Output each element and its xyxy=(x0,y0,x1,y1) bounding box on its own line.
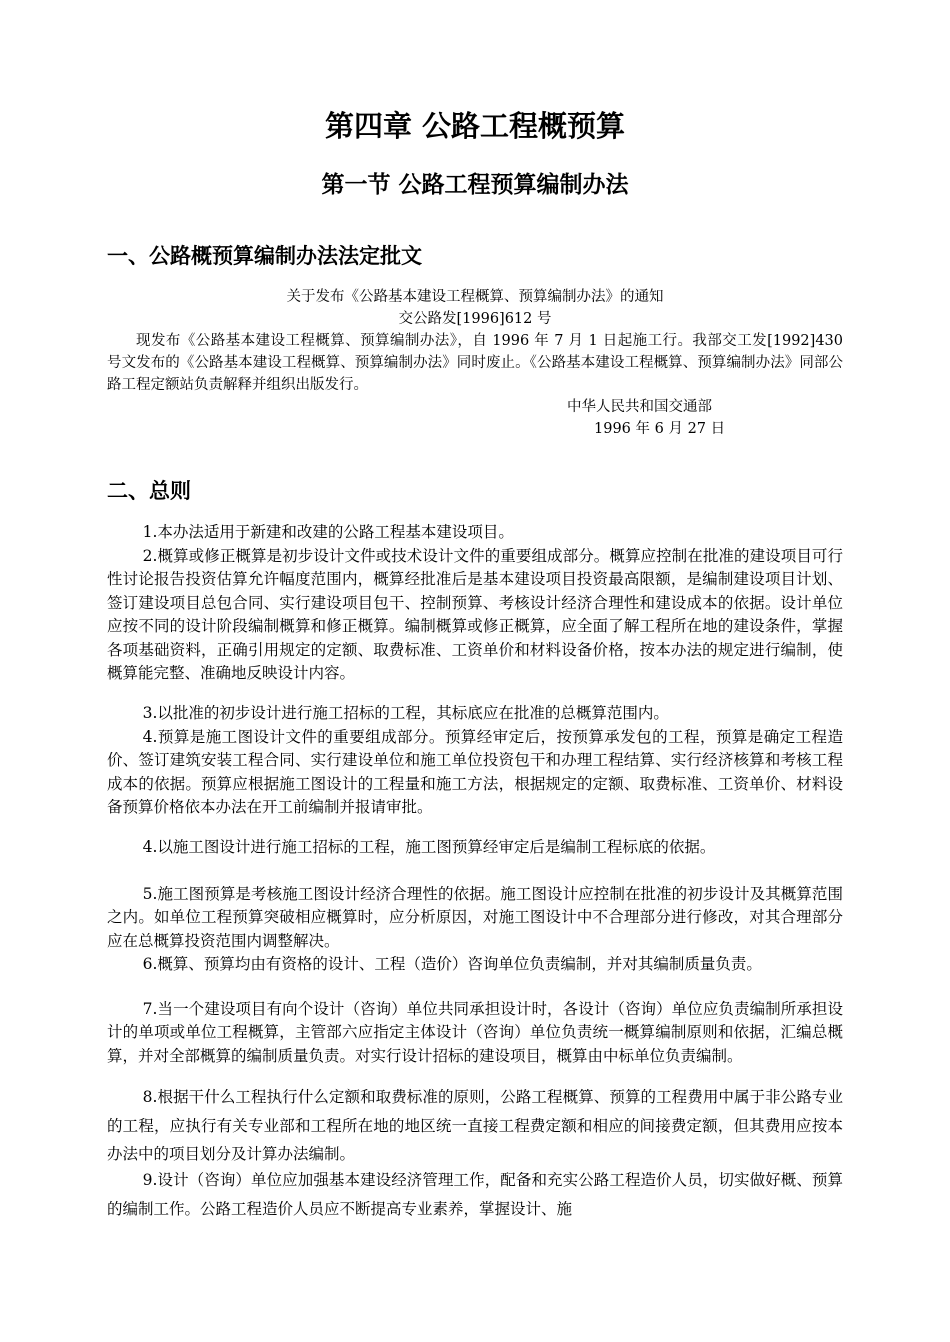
notice-doc-number: 交公路发[1996]612 号 xyxy=(398,311,552,327)
notice-date: 1996 年 6 月 27 日 xyxy=(594,421,726,437)
notice-title: 关于发布《公路基本建设工程概算、预算编制办法》的通知 xyxy=(286,289,664,305)
clause-paragraph: 1.本办法适用于新建和改建的公路工程基本建设项目。 xyxy=(142,523,514,541)
notice-block xyxy=(107,286,843,440)
clause-paragraph: 4.以施工图设计进行施工招标的工程，施工图预算经审定后是编制工程标底的依据。 xyxy=(142,838,716,856)
clause-paragraph: 2.概算或修正概算是初步设计文件或技术设计文件的重要组成部分。概算应控制在批准的建设项目可行性讨论报告投资估算允许幅度范围内，概算经批准后是基本建设项目投资最高限额，是编制建设项目计划、签订建设项目总包合同、实行建设项目包干、控制预算、考核设计经济合理性和建设成本的依据。设计单位应按不同的设计阶段编制概算和修正概算。编制概算或修正概算，应全面了解工程所在地的建设条件，掌握各项基础资料，正确引用规定的定额、取费标准、工资单价和材料设备价格，按本办法的规定进行编制，使概算能完整、准确地反映设计内容。 xyxy=(107,547,843,683)
clause-paragraph: 9.设计（咨询）单位应加强基本建设经济管理工作，配备和充实公路工程造价人员，切实做好概、预算的编制工作。公路工程造价人员应不断提高专业素养，掌握设计、施 xyxy=(107,1171,843,1218)
clause-paragraph: 4.预算是施工图设计文件的重要组成部分。预算经审定后，按预算承发包的工程，预算是确定工程造价、签订建筑安装工程合同、实行建设单位和施工单位投资包干和办理工程结算、实行经济核算和考核工程成本的依据。预算应根据施工图设计的工程量和施工方法，根据规定的定额、取费标准、工资单价、材料设备预算价格依本办法在开工前编制并报请审批。 xyxy=(107,728,843,817)
clause-paragraph: 7.当一个建设项目有向个设计（咨询）单位共同承担设计时，各设计（咨询）单位应负责编制所承担设计的单项或单位工程概算，主管部六应指定主体设计（咨询）单位负责统一概算编制原则和依据，汇编总概算，并对全部概算的编制质量负责。对实行设计招标的建设项目，概算由中标单位负责编制。 xyxy=(107,1000,843,1065)
chapter-title: 第四章 公路工程概预算 xyxy=(324,109,626,143)
clause-paragraph: 5.施工图预算是考核施工图设计经济合理性的依据。施工图设计应控制在批准的初步设计及其概算范围之内。如单位工程预算突破相应概算时，应分析原因，对施工图设计中不合理部分进行修改，对其合理部分应在总概算投资范围内调整解决。 xyxy=(107,885,843,950)
clause-paragraph: 3.以批准的初步设计进行施工招标的工程，其标底应在批准的总概算范围内。 xyxy=(142,704,669,722)
notice-body: 现发布《公路基本建设工程概算、预算编制办法》，自 1996 年 7 月 1 日起施工行。我部交工发[1992]430 号文发布的《公路基本建设工程概算、预算编制办法》同时废止。《公路基本建设工程概算、预算编制办法》同部公路工程定额站负责解释并组织出版发行。 xyxy=(107,333,843,393)
notice-issuer: 中华人民共和国交通部 xyxy=(567,399,712,415)
clause-paragraph: 6.概算、预算均由有资格的设计、工程（造价）咨询单位负责编制，并对其编制质量负责。 xyxy=(142,955,762,973)
heading-general-provisions: 二、总则 xyxy=(107,479,191,503)
clause-paragraph: 8.根据干什么工程执行什么定额和取费标准的原则，公路工程概算、预算的工程费用中属于非公路专业的工程，应执行有关专业部和工程所在地的地区统一直接工程费定额和相应的间接费定额，但其费用应按本办法中的项目划分及计算办法编制。 xyxy=(107,1088,843,1163)
heading-approval-document: 一、公路概预算编制办法法定批文 xyxy=(107,244,422,268)
section-title: 第一节 公路工程预算编制办法 xyxy=(321,172,629,198)
